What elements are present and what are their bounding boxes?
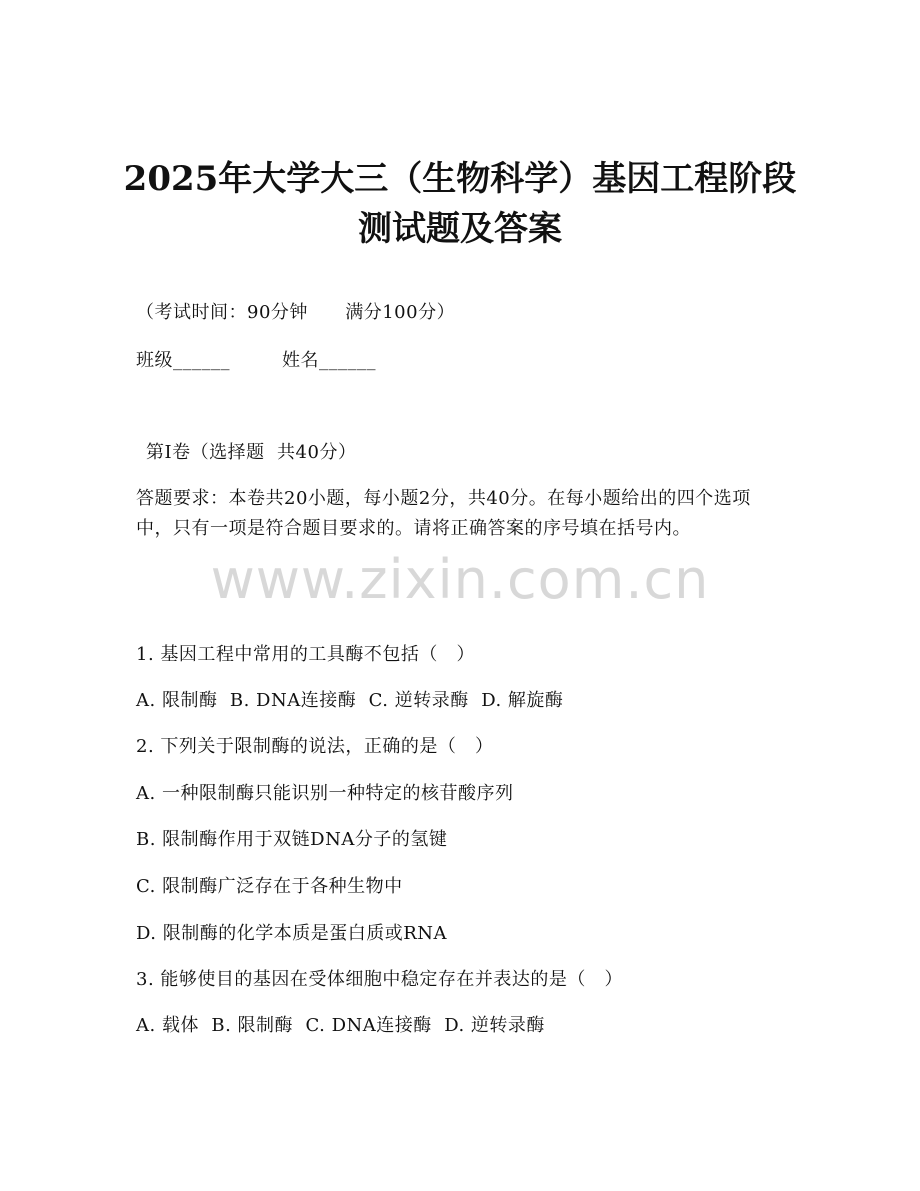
instructions: 答题要求：本卷共20小题，每小题2分，共40分。在每小题给出的四个选项中，只有一项是符合题目要求的。请将正确答案的序号填在括号内。 <box>136 488 751 539</box>
question-2-option-d: D. 限制酶的化学本质是蛋白质或RNA <box>136 923 448 944</box>
class-label: 班级______ <box>136 350 230 371</box>
question-3-options: A. 载体 B. 限制酶 C. DNA连接酶 D. 逆转录酶 <box>136 1015 545 1036</box>
name-label: 姓名______ <box>282 350 376 371</box>
student-info-row <box>136 347 376 375</box>
document-title-line-2: 测试题及答案 <box>358 209 562 249</box>
section-heading: 第I卷（选择题 共40分） <box>146 442 357 463</box>
question-2-option-c: C. 限制酶广泛存在于各种生物中 <box>136 876 403 897</box>
question-2-option-b: B. 限制酶作用于双链DNA分子的氢键 <box>136 829 448 850</box>
exam-info: （考试时间：90分钟 满分100分） <box>136 302 456 323</box>
document-title-line-1: 2025年大学大三（生物科学）基因工程阶段 <box>123 159 797 199</box>
watermark: www.zixin.com.cn <box>210 548 710 611</box>
question-1-stem: 1. 基因工程中常用的工具酶不包括（ ） <box>136 644 476 665</box>
question-2-stem: 2. 下列关于限制酶的说法，正确的是（ ） <box>136 736 494 757</box>
question-3-stem: 3. 能够使目的基因在受体细胞中稳定存在并表达的是（ ） <box>136 969 624 990</box>
question-2-option-a: A. 一种限制酶只能识别一种特定的核苷酸序列 <box>136 783 514 804</box>
question-1-options: A. 限制酶 B. DNA连接酶 C. 逆转录酶 D. 解旋酶 <box>136 690 564 711</box>
